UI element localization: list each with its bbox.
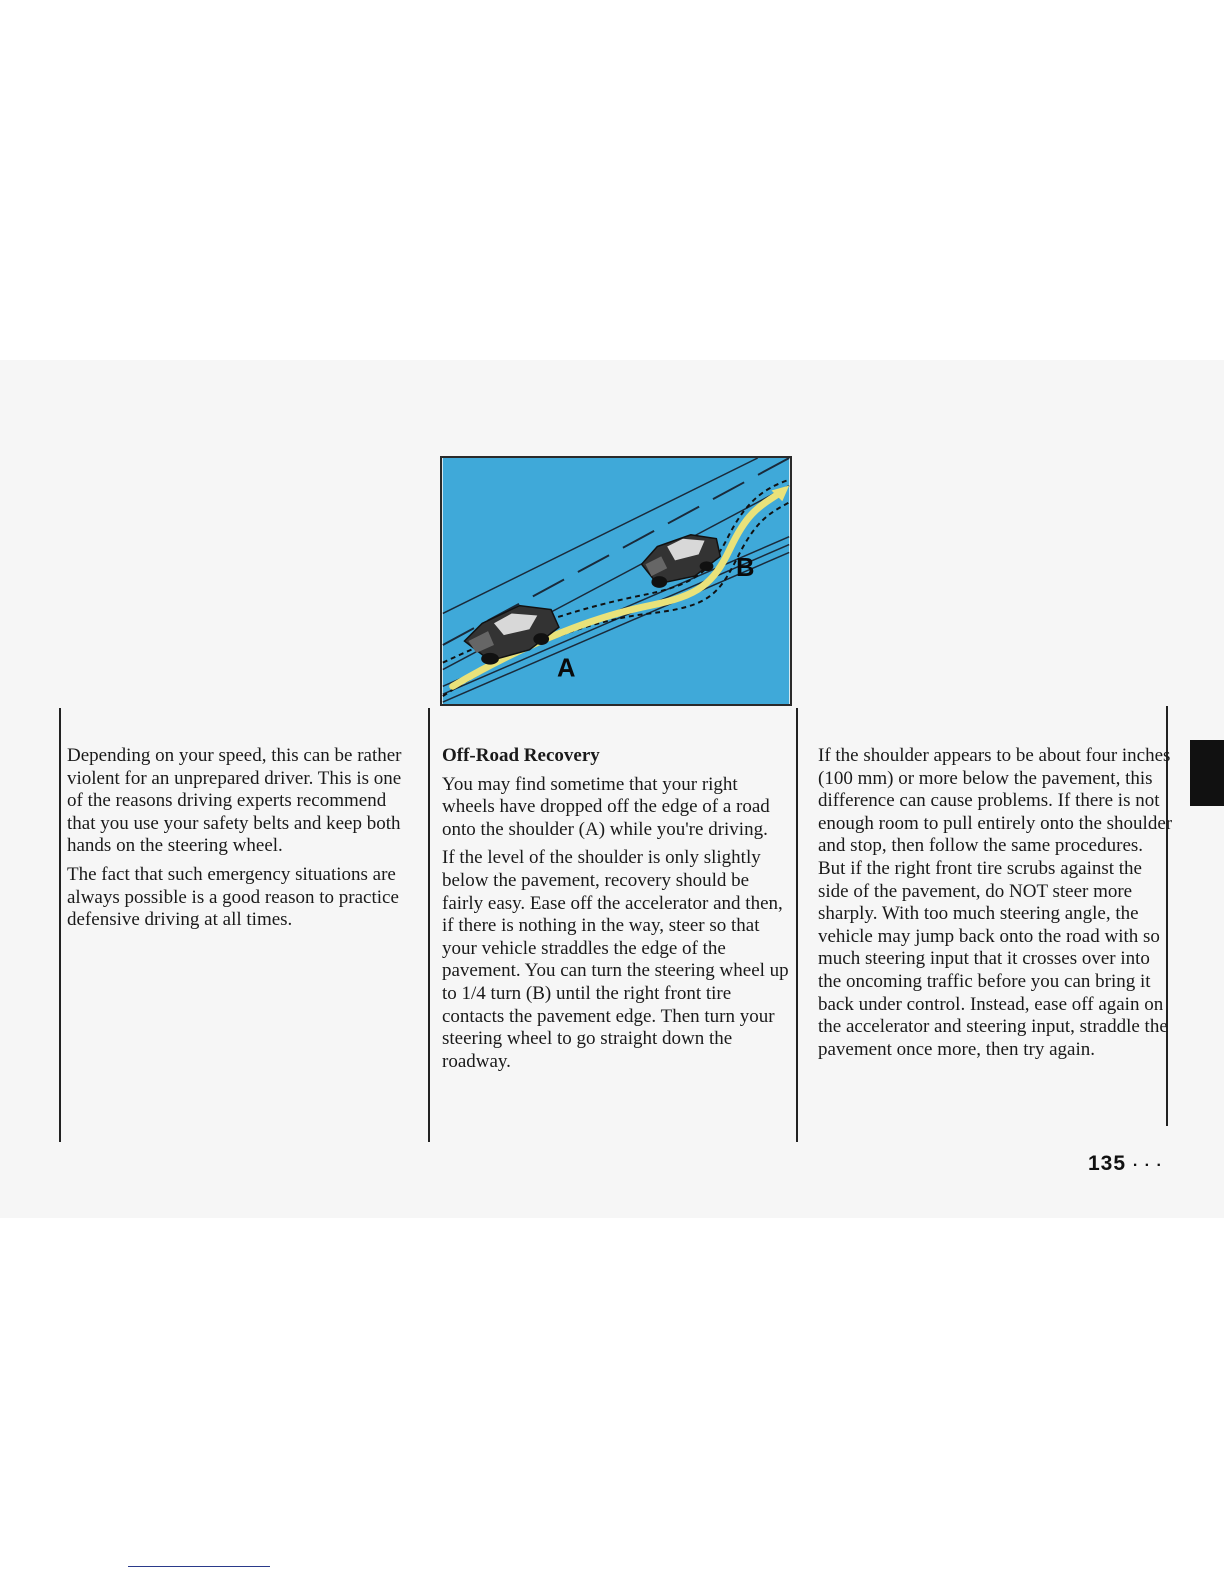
thumb-index-tab <box>1190 740 1224 806</box>
column-rule-left <box>59 708 61 1142</box>
paragraph: If the shoulder appears to be about four inches (100 mm) or more below the pavement, this difference can cause problems. If there is not enough room to pull entirely onto the shoulder and stop, then follow the same procedures. But if the right front tire scrubs against the side of the pavement, do NOT steer more sharply. With too much steering angle, the vehicle may jump back onto the road with so much steering input that it crosses over into the oncoming traffic before you can bring it back under control. Instead, ease off again on the accelerator and steering input, straddle the pavement once more, then try again. <box>818 745 1173 1060</box>
column-rule-middle <box>428 708 430 1142</box>
page-number-value: 135 <box>1088 1152 1127 1175</box>
label-a: A <box>556 654 576 683</box>
column-rule-right <box>796 708 798 1142</box>
paragraph: If the level of the shoulder is only slightly below the pavement, recovery should be fairly easy. Ease off the accelerator and then, if there is nothing in the way, steer so that your vehicle straddles the edge of the pavement. You can turn the steering wheel up to 1/4 turn (B) until the right front tire contacts the pavement edge. Then turn your steering wheel to go straight down the roadway. <box>442 847 789 1072</box>
right-column <box>818 745 1173 1067</box>
page-number-dots: · · · <box>1132 1157 1163 1174</box>
section-heading: Off-Road Recovery <box>442 745 600 766</box>
page-number <box>1088 1152 1163 1176</box>
left-column <box>67 745 412 938</box>
label-b: B <box>736 554 755 583</box>
middle-column <box>442 745 792 1079</box>
off-road-recovery-illustration <box>440 456 792 706</box>
illustration-svg <box>442 458 790 704</box>
paragraph: Depending on your speed, this can be rather violent for an unprepared driver. This is one of the reasons driving experts recommend that you use your safety belts and keep both hands on the steering wheel. <box>67 745 402 857</box>
paragraph: You may find sometime that your right wheels have dropped off the edge of a road onto the shoulder (A) while you're driving. <box>442 773 770 840</box>
paragraph: The fact that such emergency situations are always possible is a good reason to practice defensive driving at all times. <box>67 863 399 931</box>
footer-rule <box>128 1566 270 1567</box>
